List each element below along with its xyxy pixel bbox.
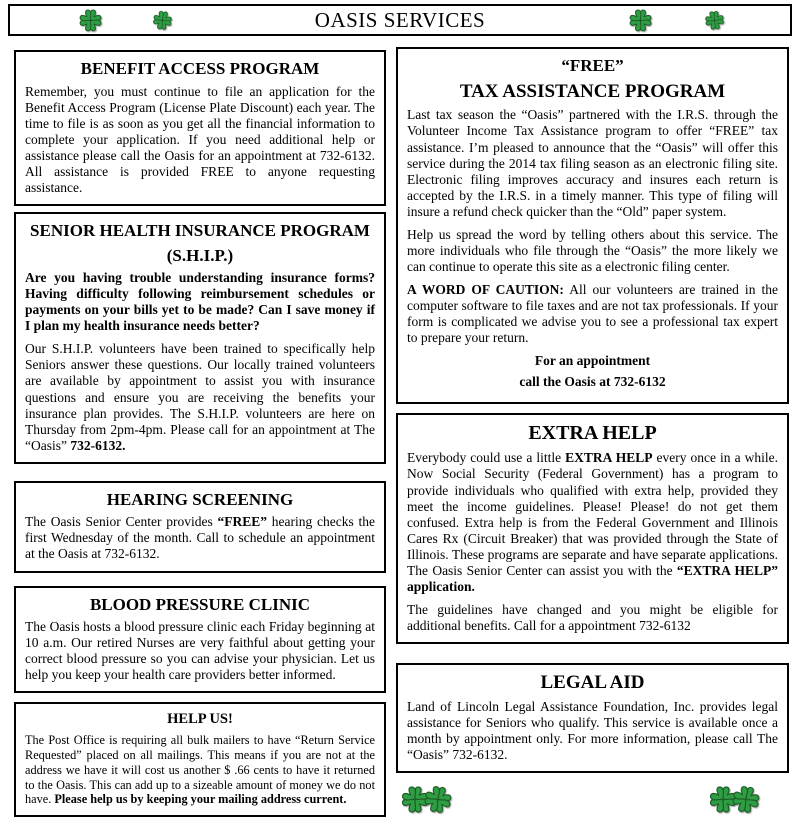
text: For an appointment <box>534 353 651 369</box>
text: Are you having trouble understanding insurance forms? Having difficulty following reimbursement schedules or payments on your bills yet to be made? Can I save money if I plan my health insurance needs better? <box>25 270 375 334</box>
paragraph <box>407 450 778 595</box>
bold-text: “FREE” <box>217 514 268 530</box>
bold-text: A WORD OF CAUTION: <box>407 282 564 298</box>
clover-icon <box>150 5 174 35</box>
section-title: EXTRA HELP <box>528 422 657 445</box>
clover-icon <box>421 780 455 818</box>
clover-icon <box>78 6 103 34</box>
text: Remember, you must continue to file an application for the Benefit Access Program (License Plate Discount) each year. The time to file is as soon as you get all the financial information to complete your application. If you need additional help or assistance please call the Oasis for an appointment at 732-6132. All assistance is provided FREE to anyone requesting assistance. <box>25 83 375 195</box>
bottom-clover-group-right <box>708 782 761 816</box>
paragraph <box>407 353 778 369</box>
bold-text: Please help us by keeping your mailing address current. <box>54 792 347 807</box>
section-title: HEARING SCREENING <box>106 489 294 509</box>
paragraph <box>407 227 778 275</box>
text: Everybody could use a little <box>407 450 566 466</box>
section-title: HELP US! <box>167 711 233 728</box>
right-column <box>396 47 789 773</box>
paragraph <box>25 619 375 683</box>
section-tax-assistance-program <box>396 47 789 404</box>
text: Help us spread the word by telling others about this service. The more individuals who file through the “Oasis” the more likely we can continue to operate this site as a electronic filing center. <box>407 226 778 274</box>
text: Land of Lincoln Legal Assistance Foundation, Inc. provides legal assistance for Seniors who qualify. This service is available once a month by appointment only. For more information, please call The “Oasis” 732-6132. <box>407 698 778 763</box>
section-title: (S.H.I.P.) <box>166 245 234 265</box>
bottom-clover-group-left <box>400 782 453 816</box>
section-benefit-access-program <box>14 50 386 206</box>
page-title: OASIS SERVICES <box>314 7 486 32</box>
section-title: “FREE” <box>561 56 624 75</box>
bold-text: 732-6132. <box>70 437 126 453</box>
text: The Oasis hosts a blood pressure clinic each Friday beginning at 10 a.m. Our retired Nurses are very faithful about getting your correct blood pressure so you can advise your physician. Let us help you keep your health care providers better informed. <box>25 619 375 683</box>
paragraph <box>25 84 375 196</box>
clover-icon <box>729 780 763 818</box>
left-column <box>14 50 386 817</box>
paragraph <box>407 602 778 634</box>
paragraph <box>407 374 778 390</box>
bold-text: EXTRA HELP <box>565 450 653 466</box>
paragraph <box>25 733 375 807</box>
section-help-us <box>14 702 386 817</box>
page-header <box>8 4 792 36</box>
section-hearing-screening <box>14 481 386 573</box>
section-legal-aid <box>396 663 789 773</box>
text: The Post Office is requiring all bulk mailers to have “Return Service Requested” placed on all mailings. This means if you are not at the address we have it will cost us another $ .66 cents to have it returned to the Oasis. This can add up to a sizeable amount of money we do not have. <box>25 732 375 807</box>
section-title: BENEFIT ACCESS PROGRAM <box>80 59 320 78</box>
section-title: SENIOR HEALTH INSURANCE PROGRAM <box>30 220 370 240</box>
clover-icon <box>703 5 726 35</box>
section-senior-health-insurance-program <box>14 212 386 464</box>
section-title: TAX ASSISTANCE PROGRAM <box>459 80 726 102</box>
section-blood-pressure-clinic <box>14 586 386 694</box>
section-title: BLOOD PRESSURE CLINIC <box>89 594 311 614</box>
text: All our volunteers are trained in the computer software to file taxes and are not tax professionals. If your form is complicated we advise you to see a professional tax expert to prepare your return. <box>407 282 778 346</box>
paragraph <box>25 270 375 334</box>
section-title: LEGAL AID <box>540 672 645 694</box>
bold-text: “EXTRA HELP” application. <box>407 562 778 594</box>
text: The Oasis Senior Center provides <box>25 514 218 530</box>
text: every once in a while. Now Social Security (Federal Government) has a program to provide individuals who qualified with extra help, provided they meet the income guidelines. Please! Please! do not get them confused. Extra help is from the Federal Government and Illinois Cares Rx (Circuit Breaker) that was provided through the State of Illinois. These programs are separate and have separate applications. The Oasis Senior Center can assist you with the <box>407 450 778 578</box>
text: Our S.H.I.P. volunteers have been trained to specifically help Seniors answer these questions. Our locally trained volunteers are available by appointment to assist you with insurance questions and ensure you are receiving the benefits your insurance plan provides. The S.H.I.P. volunteers are here on Thursday from 2pm-4pm. Please call for an appointment at The “Oasis” <box>25 341 375 453</box>
paragraph <box>407 699 778 763</box>
text: The guidelines have changed and you might be eligible for additional benefits. Call for a appointment 732-6132 <box>407 601 778 634</box>
paragraph <box>25 341 375 453</box>
paragraph <box>407 107 778 219</box>
text: Last tax season the “Oasis” partnered with the I.R.S. through the Volunteer Income Tax Assistance program to offer “FREE” tax assistance. I’m pleased to announce that the “Oasis” will offer this service during the 2014 tax filing season as an electronic filing site. Electronic filing improves accuracy and insures each return is accepted by the I.R.S. in a timely manner. This type of filing will insure a refund check quicker than the “Old” paper system. <box>407 107 778 219</box>
clover-icon <box>628 6 653 34</box>
paragraph <box>25 514 375 562</box>
section-extra-help <box>396 413 789 644</box>
text: hearing checks the first Wednesday of the month. Call to schedule an appointment at the Oasis at 732-6132. <box>25 514 375 562</box>
text: call the Oasis at 732-6132 <box>519 374 666 390</box>
paragraph <box>407 282 778 346</box>
